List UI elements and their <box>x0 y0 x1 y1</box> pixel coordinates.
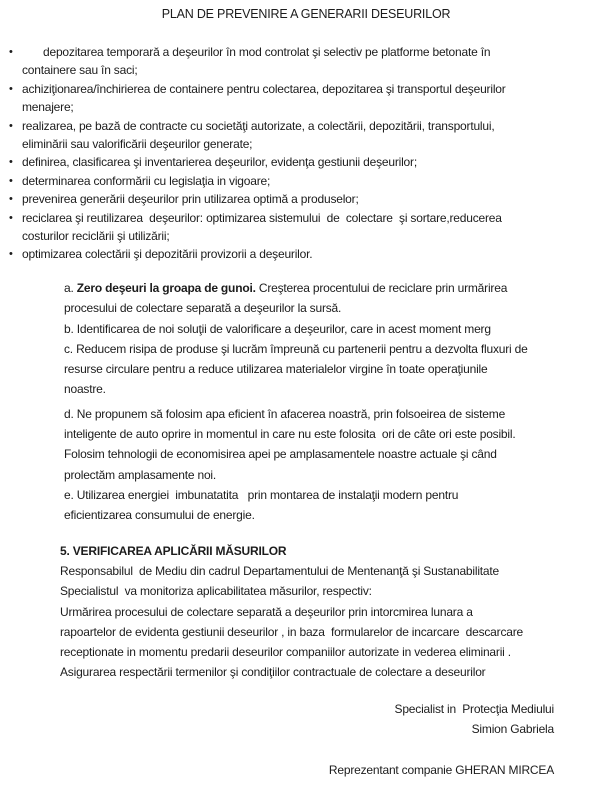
bullet-icon: • <box>9 82 13 95</box>
bullet-line: optimizarea colectării şi depozitării provizorii a deşeurilor. <box>22 247 313 262</box>
document-title: PLAN DE PREVENIRE A GENERARII DESEURILOR <box>161 7 451 21</box>
paragraph-b-valorification <box>64 319 584 339</box>
bullet-item-temporary-storage <box>9 43 589 80</box>
paragraph-d-line: prolectăm amplasamente noi. <box>64 467 217 482</box>
bullet-line: containere sau în saci; <box>22 63 138 78</box>
paragraph-b-line: b. Identificarea de noi soluţii de valorificare a deşeurilor, care in acest moment merg <box>64 321 491 336</box>
signature-name: Simion Gabriela <box>471 722 554 737</box>
signature-role: Specialist in Protecţia Mediului <box>394 702 554 716</box>
bullet-line: costurilor reciclării şi utilizării; <box>22 229 170 244</box>
bullet-list <box>9 43 589 264</box>
bullet-item-collection-optimization <box>9 245 589 263</box>
bullet-item-waste-prevention <box>9 190 589 208</box>
bullet-item-container-acquisition <box>9 80 589 117</box>
paragraph-e-line: eficientizarea consumului de energie. <box>64 508 255 523</box>
paragraph-c-line: resurse circulare pentru a reduce utilizarea materialelor virgine în toate operaţiunile <box>64 362 488 377</box>
bullet-line: determinarea conformării cu legislaţia in vigoare; <box>22 173 271 188</box>
paragraph-a-line: procesului de colectare separată a deşeurilor la sursă. <box>64 301 342 316</box>
measures-block <box>64 278 584 526</box>
bullet-line: achiziţionarea/închirierea de containere pentru colectarea, depozitarea şi transportul deşeurilor <box>22 81 506 96</box>
bullet-icon: • <box>9 156 13 169</box>
bullet-icon: • <box>9 174 13 187</box>
bullet-line: depozitarea temporară a deşeurilor în mod controlat şi selectiv pe platforme betonate în <box>43 45 491 59</box>
bullet-item-legal-conformity <box>9 172 589 190</box>
signature-spacer <box>329 740 554 760</box>
paragraph-d-line: d. Ne propunem să folosim apa eficient în afacerea noastră, prin folsoeirea de sisteme <box>64 406 506 421</box>
bullet-icon: • <box>9 211 13 224</box>
section-5-line: Specialistul va monitoriza aplicabilitatea măsurilor, respectiv: <box>60 584 372 599</box>
bullet-line: realizarea, pe bază de contracte cu societăţi autorizate, a colectării, depozitării, transportului, <box>22 118 495 133</box>
section-5-line: Urmărirea procesului de colectare separată a deşeurilor prin intorcmirea lunara a <box>60 604 473 619</box>
section-5-heading: 5. VERIFICAREA APLICĂRII MĂSURILOR <box>60 544 287 558</box>
bullet-icon: • <box>9 119 13 132</box>
bullet-line: menajere; <box>22 100 74 115</box>
bullet-icon: • <box>9 46 13 58</box>
paragraph-a-text: Creşterea procentului de reciclare prin urmărirea <box>255 281 508 295</box>
signature-block <box>329 699 554 781</box>
paragraph-c-circular-resources <box>64 339 584 400</box>
paragraph-a-bold-lead: Zero deşeuri la groapa de gunoi. <box>76 281 256 295</box>
paragraph-d-water-efficiency <box>64 404 584 485</box>
paragraph-d-line: Folosim tehnologii de economisirea apei pe amplasamentele noastre actuale şi când <box>64 447 497 462</box>
paragraph-e-line: e. Utilizarea energiei imbunatatita prin montarea de instalaţii modern pentru <box>64 487 459 502</box>
section-5-line: Responsabilul de Mediu din cadrul Departamentului de Mentenanţă şi Sustanabilitate <box>60 564 500 579</box>
paragraph-a-prefix: a. <box>64 281 77 295</box>
signature-company-representative: Reprezentant companie GHERAN MIRCEA <box>328 763 554 778</box>
bullet-item-authorized-contracts <box>9 117 589 154</box>
bullet-item-waste-inventory <box>9 153 589 171</box>
paragraph-a-zero-waste <box>64 278 584 319</box>
paragraph-c-line: c. Reducem risipa de produse şi lucrăm împreună cu partenerii pentru a dezvolta fluxuri de <box>64 341 528 356</box>
section-5-line: rapoartelor de evidenta gestiunii deseurilor , in baza formularelor de incarcare descarcare <box>60 624 523 639</box>
bullet-line: reciclarea şi reutilizarea deşeurilor: optimizarea sistemului de colectare şi sortare,reducerea <box>22 210 502 225</box>
section-5-verification <box>60 541 580 682</box>
paragraph-d-line: inteligente de auto oprire in momentul in care nu este folosita ori de câte ori este posibil. <box>64 427 516 442</box>
bullet-icon: • <box>9 248 13 261</box>
paragraph-e-energy-use <box>64 485 584 526</box>
paragraph-c-line: noastre. <box>64 382 106 397</box>
section-5-line: receptionate in momentu predarii deseurilor companiilor autorizate in vederea eliminarii . <box>60 645 511 660</box>
section-5-line: Asigurarea respectării termenilor şi condiţiilor contractuale de colectare a deseurilor <box>60 665 486 680</box>
bullet-line: prevenirea generării deşeurilor prin utilizarea optimă a produselor; <box>22 192 359 207</box>
bullet-icon: • <box>9 193 13 206</box>
bullet-line: definirea, clasificarea şi inventarierea deşeurilor, evidenţa gestiunii deşeurilor; <box>22 155 417 170</box>
bullet-line: eliminării sau valorificării deşeurilor generate; <box>22 137 253 152</box>
bullet-item-recycling-reuse <box>9 209 589 246</box>
